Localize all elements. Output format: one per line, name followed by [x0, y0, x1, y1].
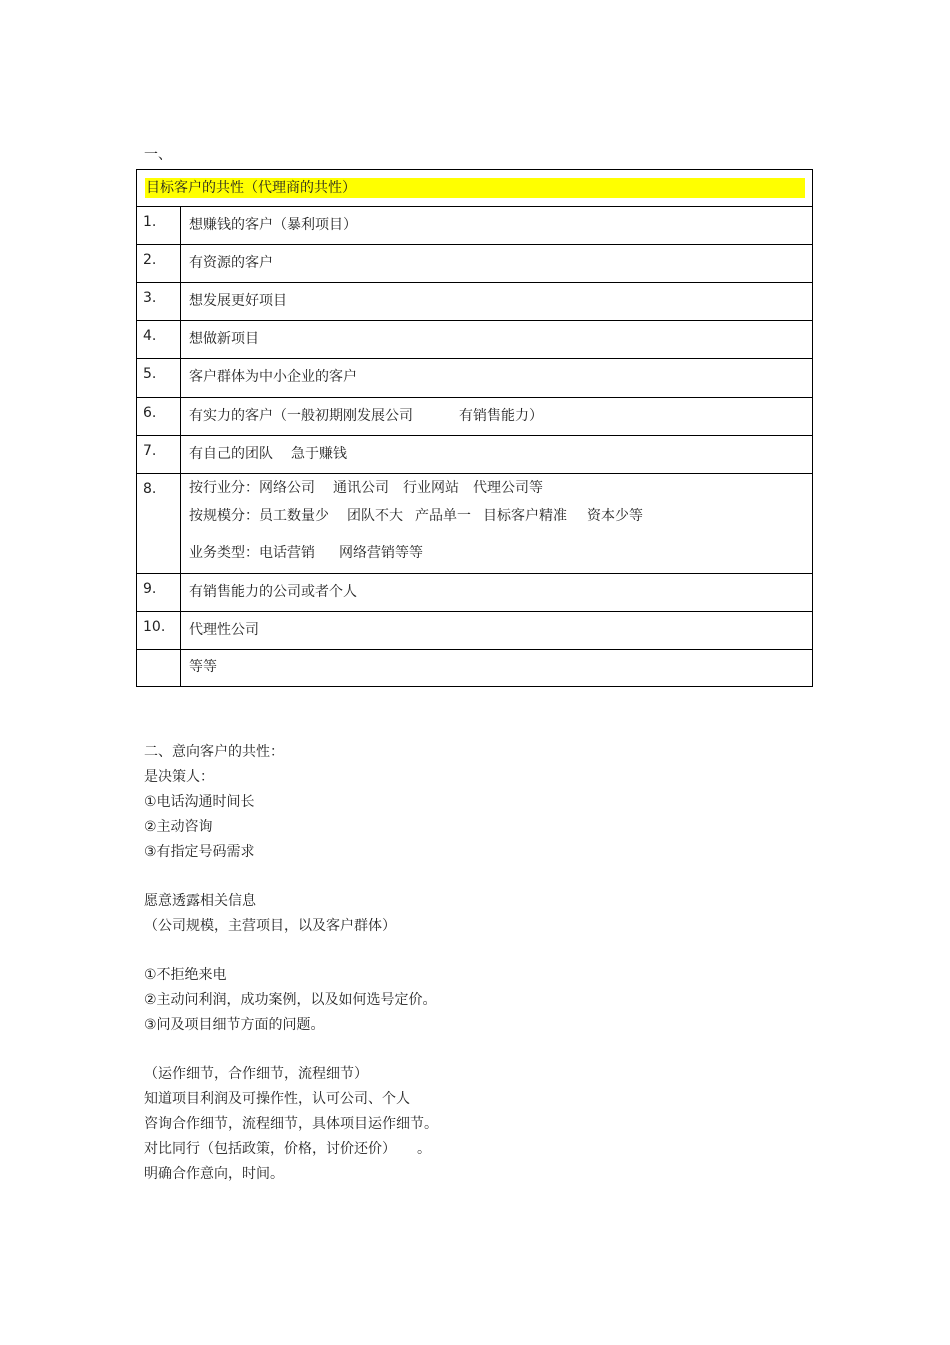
section-2-heading: 二、意向客户的共性：	[144, 744, 284, 760]
table-row	[137, 574, 812, 612]
row-text-part: 网络营销等等	[339, 545, 423, 561]
text-line: ②主动问利润，成功案例，以及如何选号定价。	[144, 992, 437, 1008]
table-header-row	[137, 170, 812, 207]
text-line: 明确合作意向，时间。	[144, 1166, 284, 1182]
row-text-part: 业务类型：电话营销	[189, 545, 315, 561]
row-number: 8.	[143, 481, 157, 497]
table-row	[137, 650, 812, 687]
row-text-part: 资本少等	[587, 508, 643, 524]
row-text	[189, 445, 347, 463]
row-text-part: 有自己的团队	[189, 446, 273, 462]
text-line-part: 对比同行（包括政策，价格，讨价还价）	[144, 1141, 389, 1157]
row-number: 10.	[143, 619, 166, 635]
row-text-part: 产品单一	[415, 508, 471, 524]
row-text: 等等	[189, 659, 217, 675]
text-line	[144, 1137, 438, 1162]
text-line: （公司规模，主营项目，以及客户群体）	[144, 918, 396, 934]
row-text-part: 有实力的客户（一般初期刚发展公司	[189, 408, 413, 424]
target-customer-table	[136, 169, 813, 687]
row-text-part: 按行业分：网络公司	[189, 480, 315, 496]
row-text: 代理性公司	[189, 622, 259, 638]
row-text: 想发展更好项目	[189, 293, 287, 309]
trailing-period: 。	[417, 1141, 431, 1157]
row-text-part: 代理公司等	[473, 480, 543, 496]
table-row	[137, 436, 812, 474]
text-line: ①不拒绝来电	[144, 967, 227, 983]
row-text: 客户群体为中小企业的客户	[189, 369, 357, 385]
text-line: 知道项目利润及可操作性，认可公司、个人	[144, 1091, 410, 1107]
blank-line	[144, 865, 438, 889]
row-number: 3.	[143, 290, 157, 306]
row-text: 想赚钱的客户（暴利项目）	[189, 217, 357, 233]
text-line: ①电话沟通时间长	[144, 794, 255, 810]
text-line: 是决策人：	[144, 769, 214, 785]
row-number: 2.	[143, 252, 157, 268]
blank-line	[144, 939, 438, 963]
row-text: 想做新项目	[189, 331, 259, 347]
text-line: ③问及项目细节方面的问题。	[144, 1017, 325, 1033]
table-row	[137, 612, 812, 650]
text-line: 咨询合作细节，流程细节，具体项目运作细节。	[144, 1116, 438, 1132]
table-header-highlighted-title: 目标客户的共性（代理商的共性）	[145, 178, 805, 198]
row-text-part: 团队不大	[347, 508, 403, 524]
row-number: 5.	[143, 366, 157, 382]
section-2-body	[144, 740, 438, 1187]
table-row	[137, 321, 812, 359]
row-text-line	[189, 479, 543, 497]
row-number: 6.	[143, 405, 157, 421]
text-line: ②主动咨询	[144, 819, 213, 835]
row-text-part: 有销售能力）	[459, 408, 543, 424]
table-row	[137, 245, 812, 283]
row-number: 1.	[143, 214, 157, 230]
row-text-part: 通讯公司	[333, 480, 389, 496]
row-text-part: 急于赚钱	[291, 446, 347, 462]
row-text-part: 按规模分：员工数量少	[189, 508, 329, 524]
row-number: 9.	[143, 581, 157, 597]
text-line: ③有指定号码需求	[144, 844, 255, 860]
table-row	[137, 283, 812, 321]
row-text	[189, 407, 543, 425]
text-line: （运作细节，合作细节，流程细节）	[144, 1066, 368, 1082]
row-text: 有资源的客户	[189, 255, 273, 271]
blank-line	[144, 1038, 438, 1062]
section-1-heading: 一、	[144, 147, 172, 163]
row-text-line	[189, 507, 643, 525]
row-text-part: 目标客户精准	[483, 508, 567, 524]
text-line: 愿意透露相关信息	[144, 893, 256, 909]
row-text-part: 行业网站	[403, 480, 459, 496]
table-row	[137, 474, 812, 574]
row-text-line	[189, 544, 423, 562]
row-text: 有销售能力的公司或者个人	[189, 584, 357, 600]
table-row	[137, 207, 812, 245]
row-number: 4.	[143, 328, 157, 344]
table-row	[137, 359, 812, 398]
row-number: 7.	[143, 443, 157, 459]
table-row	[137, 398, 812, 436]
